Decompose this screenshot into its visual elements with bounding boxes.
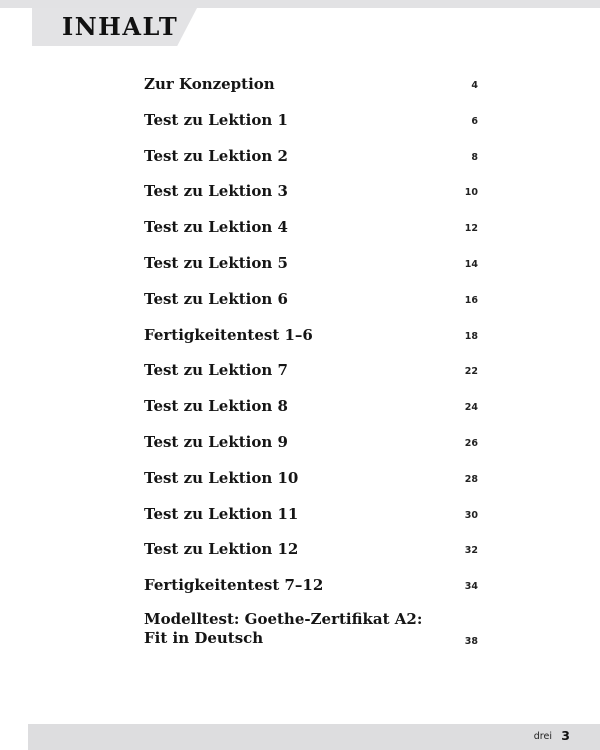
toc-entry-title: Test zu Lektion 5 [144,253,288,272]
toc-entry-page: 4 [471,80,478,91]
toc-entry-page: 34 [464,581,478,593]
toc-entry[interactable] [144,424,478,460]
toc-entry-page: 10 [464,187,478,199]
toc-entry-title: Test zu Lektion 12 [144,540,299,559]
toc-entry-title: Fertigkeitentest 7–12 [144,576,324,595]
toc-entry-page: 30 [464,509,478,521]
toc-entry-page: 24 [464,402,478,414]
toc-entry-page: 38 [464,635,478,647]
toc-entry[interactable] [144,567,478,603]
toc-entry-title [144,610,422,648]
toc-entry-title-line: Modelltest: Goethe-Zertifikat A2: [144,609,423,628]
top-band [0,0,600,8]
toc-entry-title: Test zu Lektion 3 [144,182,288,201]
toc-entry-modelltest[interactable] [144,610,478,662]
toc-entry[interactable] [144,209,478,245]
toc-entry-page: 16 [464,294,478,306]
toc-entry[interactable] [144,317,478,353]
toc-entry-title: Test zu Lektion 9 [144,432,288,451]
toc-entry-title: Zur Konzeption [144,75,275,93]
toc-entry-title: Test zu Lektion 10 [144,468,299,487]
toc-entry[interactable] [144,460,478,496]
toc-entry-title: Fertigkeitentest 1–6 [144,325,313,344]
toc-entry[interactable] [144,352,478,388]
toc-entry-page: 32 [464,545,478,557]
toc-entry[interactable] [144,102,478,138]
footer-band [28,724,600,750]
toc-entry[interactable] [144,281,478,317]
toc-entry-page: 8 [471,151,478,163]
toc-entry-title: Test zu Lektion 1 [144,110,288,129]
toc-entry[interactable] [144,138,478,174]
page-number-word: drei [533,731,552,742]
toc-entry[interactable] [144,66,478,102]
toc-entry-title: Test zu Lektion 7 [144,361,288,380]
toc-entry-page: 26 [464,437,478,449]
toc-entry[interactable] [144,496,478,532]
toc-entry[interactable] [144,173,478,209]
toc-entry-title: Test zu Lektion 11 [144,504,299,523]
toc-entry-title: Test zu Lektion 8 [144,397,288,416]
toc-entry-page: 18 [464,330,478,342]
toc-entry-page: 14 [464,258,478,270]
toc-entry-title: Test zu Lektion 6 [144,289,288,308]
page-number: 3 [561,728,570,743]
toc-entry-title: Test zu Lektion 2 [144,146,288,165]
toc-entry-page: 28 [464,473,478,485]
toc-entry[interactable] [144,245,478,281]
toc-entry-title: Test zu Lektion 4 [144,218,288,237]
toc-entry-page: 22 [464,366,478,378]
toc-entry-page: 6 [471,115,478,127]
toc-entry[interactable] [144,388,478,424]
table-of-contents [144,66,478,662]
page-title: INHALT [62,12,179,41]
toc-entry-page: 12 [464,223,478,235]
toc-entry-title-line: Fit in Deutsch [144,628,264,647]
toc-entry[interactable] [144,531,478,567]
